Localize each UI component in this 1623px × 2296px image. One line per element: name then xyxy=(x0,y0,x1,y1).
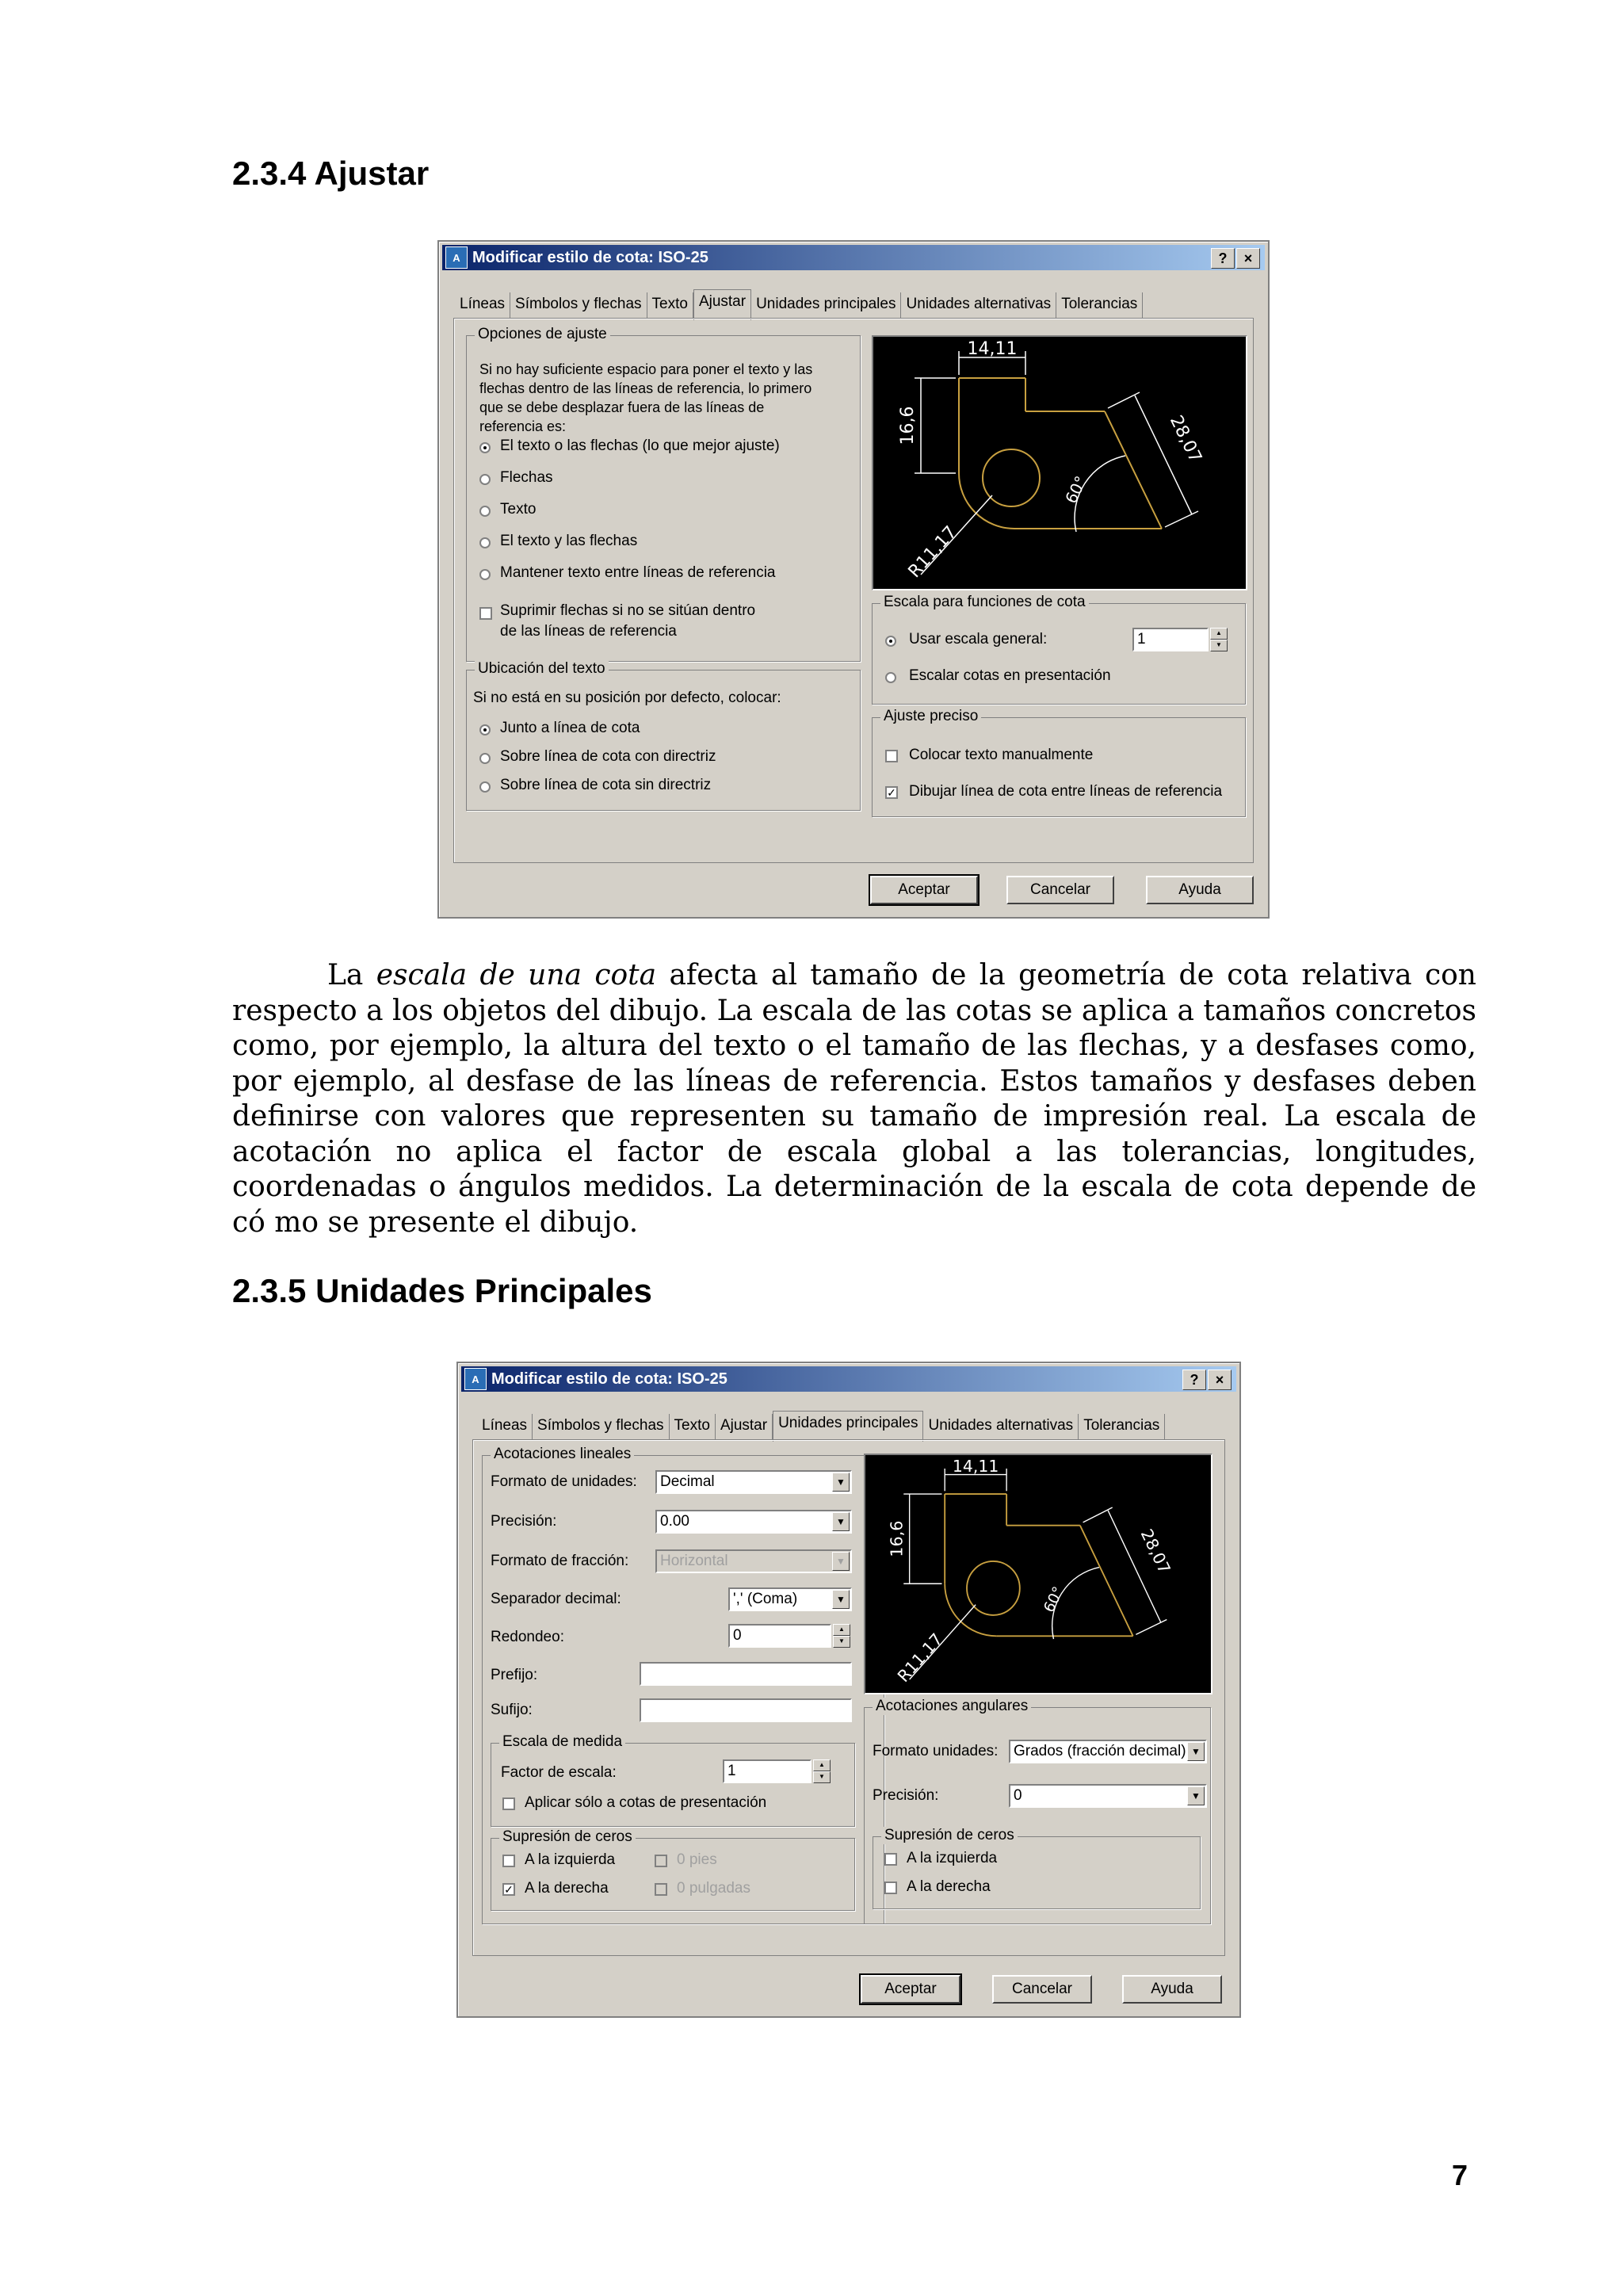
scale-to-layout-label: Escalar cotas en presentación xyxy=(909,667,1111,684)
linear-dimensions-group xyxy=(482,1446,884,1924)
preview-drawing xyxy=(873,337,1246,589)
dim-left-label: 16,6 xyxy=(887,1520,907,1557)
dimension-style-dialog-fit xyxy=(437,240,1270,919)
close-title-button[interactable]: × xyxy=(1236,248,1260,269)
linear-dimensions-title: Acotaciones lineales xyxy=(491,1446,634,1463)
cancel-button[interactable]: Cancelar xyxy=(1006,876,1114,904)
ok-button[interactable]: Aceptar xyxy=(861,1975,960,2004)
dimension-preview xyxy=(864,1454,1212,1694)
fit-option-radio-text[interactable] xyxy=(479,506,491,517)
autocad-app-icon: A xyxy=(445,246,468,269)
use-overall-scale-label: Usar escala general: xyxy=(909,631,1048,648)
unit-format-label: Formato de unidades: xyxy=(491,1473,637,1490)
tab-lineas[interactable]: Líneas xyxy=(477,1414,533,1439)
chevron-down-icon: ▼ xyxy=(832,1473,850,1492)
dialog-titlebar xyxy=(442,245,1265,270)
suppress-arrows-label-1: Suprimir flechas si no se sitúan dentro xyxy=(500,602,756,619)
paragraph-part-2: afecta al tamaño de la geometría de cota relativa con respecto a los objetos del dibujo. La escala de las cotas se aplica a tamaños concretos como, por ejemplo, la altura del texto o el tamaño de las flechas, y a desfases como, por ejemplo, al desfase de las líneas de referencia. Estos tamaños y desfases deben definirse con valores que representen su tamaño de impresión real. La escala de acotación no aplica el factor de escala global a las tolerancias, longitudes, coordenadas o ángulos medidos. La determinación de la escala de cota depende de có mo se presente el dibujo. xyxy=(232,959,1476,1239)
fit-option-arrows-label: Flechas xyxy=(500,469,553,486)
scale-factor-spinner[interactable]: ▲ ▼ xyxy=(813,1759,831,1783)
leading-zero-checkbox[interactable] xyxy=(502,1855,515,1867)
prefix-input[interactable] xyxy=(640,1662,852,1686)
place-manually-label: Colocar texto manualmente xyxy=(909,747,1094,763)
dim-angle-label: 60° xyxy=(1041,1584,1067,1616)
angular-zero-suppression-group xyxy=(873,1827,1201,1909)
angular-precision-value: 0 xyxy=(1014,1787,1022,1804)
draw-dim-line-checkbox[interactable]: ✓ xyxy=(885,786,898,799)
text-placement-description: Si no está en su posición por defecto, colocar: xyxy=(473,690,781,706)
fit-option-text-label: Texto xyxy=(500,501,537,518)
scale-to-layout-radio[interactable] xyxy=(885,672,896,683)
dim-diag-label: 28,07 xyxy=(1165,412,1205,466)
layout-only-checkbox[interactable] xyxy=(502,1797,515,1810)
chevron-down-icon: ▼ xyxy=(1187,1786,1205,1805)
unit-format-value: Decimal xyxy=(660,1473,715,1490)
tab-unidades-alternativas[interactable]: Unidades alternativas xyxy=(901,292,1056,318)
chevron-down-icon: ▼ xyxy=(832,1512,850,1531)
fit-option-radio-keep[interactable] xyxy=(479,569,491,580)
angular-format-select[interactable] xyxy=(1009,1740,1207,1763)
chevron-down-icon: ▼ xyxy=(1187,1742,1205,1761)
page-number: 7 xyxy=(1452,2159,1468,2191)
decimal-separator-select[interactable] xyxy=(728,1587,852,1611)
suppress-arrows-label-2: de las líneas de referencia xyxy=(500,623,677,640)
tab-ajustar[interactable]: Ajustar xyxy=(693,289,751,320)
fit-options-title: Opciones de ajuste xyxy=(475,326,610,343)
dim-diag-label: 28,07 xyxy=(1136,1526,1174,1577)
layout-only-label: Aplicar sólo a cotas de presentación xyxy=(525,1794,767,1811)
prefix-label: Prefijo: xyxy=(491,1667,538,1683)
body-paragraph xyxy=(232,958,1476,1240)
decimal-separator-label: Separador decimal: xyxy=(491,1591,621,1607)
section-heading-ajustar: 2.3.4 Ajustar xyxy=(232,155,430,192)
placement-beside-label: Junto a línea de cota xyxy=(500,720,640,736)
fit-option-keep-label: Mantener texto entre líneas de referencia xyxy=(500,564,776,581)
fraction-format-select[interactable] xyxy=(655,1549,852,1573)
fit-option-radio-best[interactable] xyxy=(479,442,491,453)
trailing-zero-checkbox[interactable]: ✓ xyxy=(502,1883,515,1896)
dialog-title: Modificar estilo de cota: ISO-25 xyxy=(472,248,708,266)
placement-radio-noleader[interactable] xyxy=(479,781,491,793)
tab-texto[interactable]: Texto xyxy=(647,292,693,318)
placement-leader-label: Sobre línea de cota con directriz xyxy=(500,748,716,765)
overall-scale-input[interactable]: 1 xyxy=(1132,628,1209,651)
tab-strip xyxy=(455,292,1143,318)
dialog-titlebar xyxy=(461,1366,1236,1392)
placement-radio-leader[interactable] xyxy=(479,753,491,764)
tab-strip xyxy=(477,1414,1165,1439)
text-placement-title: Ubicación del texto xyxy=(475,660,609,678)
dimension-preview xyxy=(872,335,1247,590)
fit-option-radio-both[interactable] xyxy=(479,537,491,548)
tab-unidades-principales[interactable]: Unidades principales xyxy=(773,1411,923,1442)
fine-tuning-title: Ajuste preciso xyxy=(880,708,981,725)
precision-label: Precisión: xyxy=(491,1513,557,1530)
angular-trailing-zero-label: A la derecha xyxy=(907,1878,991,1895)
fit-option-both-label: El texto y las flechas xyxy=(500,533,638,549)
chevron-down-icon: ▼ xyxy=(832,1552,850,1571)
cancel-button[interactable]: Cancelar xyxy=(992,1975,1092,2004)
tab-tolerancias[interactable]: Tolerancias xyxy=(1056,292,1143,318)
autocad-app-icon: A xyxy=(464,1368,487,1390)
round-off-label: Redondeo: xyxy=(491,1629,564,1645)
precision-value: 0.00 xyxy=(660,1513,689,1530)
trailing-zero-label: A la derecha xyxy=(525,1880,609,1897)
section-heading-unidades: 2.3.5 Unidades Principales xyxy=(232,1272,652,1309)
dialog-title: Modificar estilo de cota: ISO-25 xyxy=(491,1370,727,1388)
paragraph-part-1: La xyxy=(327,959,376,991)
measurement-scale-group xyxy=(491,1733,855,1827)
dimension-style-dialog-units xyxy=(456,1362,1241,2018)
use-overall-scale-radio[interactable] xyxy=(885,636,896,647)
suffix-input[interactable] xyxy=(640,1698,852,1722)
angular-precision-label: Precisión: xyxy=(873,1787,939,1804)
placement-noleader-label: Sobre línea de cota sin directriz xyxy=(500,777,712,793)
angular-leading-zero-label: A la izquierda xyxy=(907,1850,998,1866)
tab-tolerancias[interactable]: Tolerancias xyxy=(1079,1414,1165,1439)
scale-factor-label: Factor de escala: xyxy=(501,1764,617,1781)
angular-precision-select[interactable] xyxy=(1009,1784,1207,1808)
inches-zero-label: 0 pulgadas xyxy=(677,1880,750,1897)
dimension-scale-group xyxy=(872,594,1246,705)
tab-texto[interactable]: Texto xyxy=(670,1414,716,1439)
angular-dimensions-title: Acotaciones angulares xyxy=(873,1698,1031,1715)
help-button[interactable]: Ayuda xyxy=(1146,876,1254,904)
precision-select[interactable] xyxy=(655,1510,852,1534)
fit-option-radio-arrows[interactable] xyxy=(479,474,491,485)
ok-button[interactable]: Aceptar xyxy=(870,876,978,904)
measurement-scale-title: Escala de medida xyxy=(499,1733,625,1751)
unit-format-select[interactable] xyxy=(655,1470,852,1494)
dim-top-label: 14,11 xyxy=(952,1456,999,1476)
dim-angle-label: 60° xyxy=(1061,472,1091,507)
zero-suppression-group xyxy=(491,1828,855,1911)
text-placement-group xyxy=(466,660,861,811)
round-off-spinner[interactable]: ▲ ▼ xyxy=(833,1624,850,1648)
close-title-button[interactable]: × xyxy=(1208,1370,1232,1390)
leading-zero-label: A la izquierda xyxy=(525,1851,616,1868)
angular-leading-zero-checkbox[interactable] xyxy=(884,1853,897,1866)
suppress-arrows-checkbox[interactable] xyxy=(479,607,492,620)
help-title-button[interactable]: ? xyxy=(1211,248,1235,269)
suffix-label: Sufijo: xyxy=(491,1702,533,1718)
tab-unidades-principales[interactable]: Unidades principales xyxy=(751,292,901,318)
tab-lineas[interactable]: Líneas xyxy=(455,292,510,318)
chevron-down-icon: ▼ xyxy=(832,1590,850,1609)
fraction-format-label: Formato de fracción: xyxy=(491,1553,629,1569)
dim-left-label: 16,6 xyxy=(898,406,918,445)
angular-trailing-zero-checkbox[interactable] xyxy=(884,1881,897,1894)
angular-format-value: Grados (fracción decimal) xyxy=(1014,1743,1186,1759)
round-off-input[interactable]: 0 xyxy=(728,1624,831,1648)
angular-format-label: Formato unidades: xyxy=(873,1743,999,1759)
help-button[interactable]: Ayuda xyxy=(1122,1975,1222,2004)
tab-unidades-alternativas[interactable]: Unidades alternativas xyxy=(923,1414,1079,1439)
place-manually-checkbox[interactable] xyxy=(885,750,898,762)
tab-ajustar[interactable]: Ajustar xyxy=(716,1414,773,1439)
preview-drawing xyxy=(865,1455,1211,1693)
fit-option-best-label: El texto o las flechas (lo que mejor ajuste) xyxy=(500,437,780,454)
fit-options-description: Si no hay suficiente espacio para poner el texto y las flechas dentro de las líneas de referencia, lo primero que se debe desplazar fuera de las líneas de referencia es: xyxy=(479,361,813,434)
tab-simbolos-flechas[interactable]: Símbolos y flechas xyxy=(510,292,647,318)
fit-options-group xyxy=(466,326,861,662)
help-title-button[interactable]: ? xyxy=(1182,1370,1206,1390)
paragraph-emphasis: escala de una cota xyxy=(376,959,657,991)
decimal-separator-value: ',' (Coma) xyxy=(733,1591,798,1607)
overall-scale-spinner[interactable]: ▲ ▼ xyxy=(1210,628,1228,651)
angular-dimensions-group xyxy=(864,1698,1211,1924)
feet-zero-checkbox[interactable] xyxy=(655,1855,667,1867)
feet-zero-label: 0 pies xyxy=(677,1851,717,1868)
fine-tuning-group xyxy=(872,708,1246,817)
scale-factor-input[interactable]: 1 xyxy=(723,1759,812,1783)
placement-radio-beside[interactable] xyxy=(479,724,491,735)
dim-top-label: 14,11 xyxy=(967,339,1018,359)
dim-radius-label: R11,17 xyxy=(893,1629,947,1687)
draw-dim-line-label: Dibujar línea de cota entre líneas de referencia xyxy=(909,783,1223,800)
zero-suppression-title: Supresión de ceros xyxy=(499,1828,636,1846)
inches-zero-checkbox[interactable] xyxy=(655,1883,667,1896)
angular-zero-suppression-title: Supresión de ceros xyxy=(881,1827,1018,1844)
dimension-scale-title: Escala para funciones de cota xyxy=(880,594,1089,611)
dim-radius-label: R11,17 xyxy=(904,522,961,583)
tab-simbolos-flechas[interactable]: Símbolos y flechas xyxy=(533,1414,669,1439)
fraction-format-value: Horizontal xyxy=(660,1553,728,1569)
